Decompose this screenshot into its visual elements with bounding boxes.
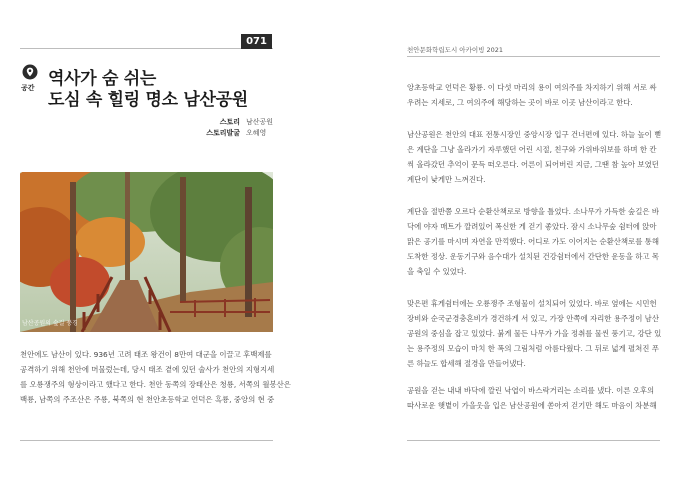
category-label: 공간 — [21, 84, 35, 92]
body-line: 앙초등학교 언덕은 황룡. 이 다섯 마리의 용이 여의주를 차지하기 위해 서로 싸 — [407, 83, 657, 92]
body-line: 를 오룡쟁주의 형상이라고 했다고 한다. 천안 동쪽의 장태산은 청룡, 서쪽의 월봉산은 — [20, 380, 291, 389]
body-line: 따사로운 햇볕이 가을옷을 입은 남산공원에 쏟아져 걷기만 해도 마음이 차분해 — [407, 401, 657, 410]
body-line: 공원의 중심을 잡고 있었다. 붉게 물든 나무가 가을 정취를 물씬 풍기고, 강단 있 — [407, 329, 662, 338]
body-line: 른 하늘도 합세해 절경을 만들어냈다. — [407, 359, 526, 368]
running-header: 천안문화학립도시 아카이빙 2021 — [407, 46, 504, 54]
body-line: 도착한 정상. 운동기구와 음수대가 설치된 건강쉼터에서 간단한 운동을 하고 목 — [407, 252, 659, 261]
top-rule — [20, 48, 273, 49]
bottom-rule — [407, 440, 660, 441]
body-line: 맑은 공기를 마시며 자연을 만끽했다. 어디로 가도 이어지는 순환산책로를 통해 — [407, 237, 659, 246]
credit-role: 스토리 — [219, 118, 240, 126]
body-line: 공원을 걷는 내내 바닥에 깔린 낙엽이 바스락거리는 소리를 냈다. 이른 오후의 — [407, 386, 655, 395]
body-line: 백룡, 남쪽의 주조산은 주룡, 북쪽의 현 천안초등학교 언덕은 흑룡, 중앙의 현 중 — [20, 395, 275, 404]
body-line: 계단을 절반쯤 오르다 순환산책로로 방향을 틀었다. 소나무가 가득한 숲길은 바 — [407, 207, 659, 216]
body-line: 장비와 순국군경충혼비가 경건하게 서 있고, 가장 안쪽에 자리한 용주정이 남산 — [407, 314, 659, 323]
body-line: 계단이 낮게만 느껴진다. — [407, 175, 486, 184]
photo-caption: 남산공원의 숲길 풍경 — [22, 320, 78, 327]
credit-name: 오혜영 — [246, 129, 267, 137]
park-photo — [20, 172, 273, 332]
body-line: 천안에도 남산이 있다. 936년 고려 태조 왕건이 8만여 대군을 이끌고 후백제를 — [20, 350, 272, 359]
body-line: 맞은편 휴게쉼터에는 오룡쟁주 조형물이 설치되어 있었다. 바로 옆에는 시민헌 — [407, 299, 657, 308]
credit-role: 스토리발굴 — [206, 129, 240, 137]
body-line: 을 축일 수 있었다. — [407, 267, 467, 276]
body-line: 남산공원은 천안의 대표 전통시장인 중앙시장 입구 건너편에 있다. 하늘 높이 뻗 — [407, 130, 662, 139]
body-line: 공격하기 위해 천안에 머물렀는데, 당시 태조 곁에 있던 술사가 천안의 지형지세 — [20, 365, 275, 374]
title-line-2: 도심 속 힐링 명소 남산공원 — [48, 90, 248, 110]
body-line: 우려는 지세로, 그 여의주에 해당하는 곳이 바로 이곳 남산이라고 한다. — [407, 98, 633, 107]
body-line: 닥에 야자 매트가 깔려있어 폭신한 게 걷기 좋았다. 잠시 소나무숲 쉼터에 앉아 — [407, 222, 657, 231]
location-pin-icon — [22, 64, 38, 80]
body-line: 는 용주정의 모습이 마치 한 폭의 그림처럼 아름다웠다. 그 뒤로 넓게 펼쳐진 푸 — [407, 344, 659, 353]
page-number: 071 — [241, 34, 272, 49]
bottom-rule — [20, 440, 273, 441]
title-line-1: 역사가 숨 쉬는 — [48, 69, 156, 89]
body-line: 은 계단을 그냥 올라가기 자루했던 어린 시절, 친구와 가위바위보를 하며 한 칸 — [407, 145, 657, 154]
credit-name: 남산공원 — [246, 118, 274, 126]
top-rule — [407, 56, 660, 57]
body-line: 씩 올라갔던 추억이 문득 떠오른다. 어른이 되어버린 지금, 그땐 참 높아 보였던 — [407, 160, 659, 169]
